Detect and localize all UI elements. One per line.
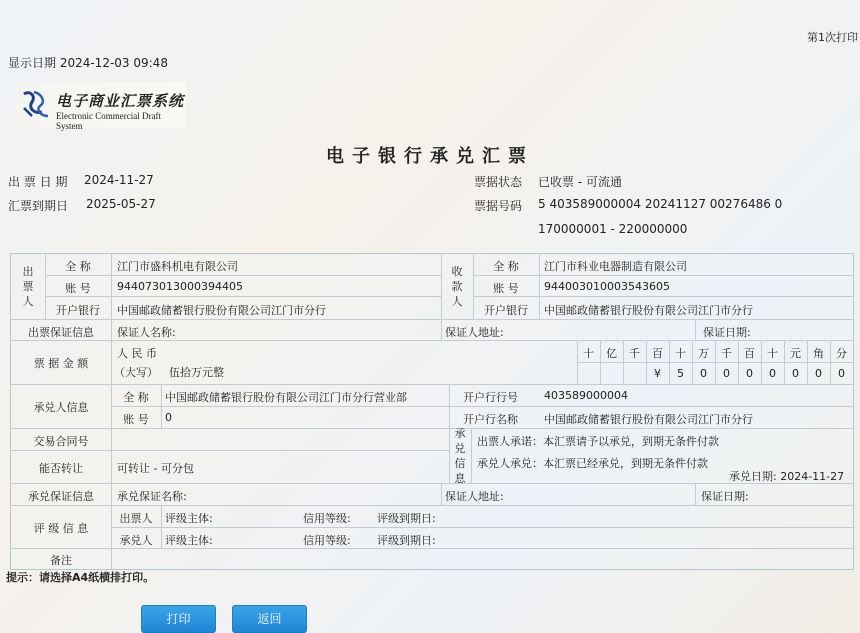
payee-name: 江门市科业电器制造有限公司 xyxy=(544,260,687,273)
amount-unit: 十 xyxy=(675,347,686,360)
acceptor-bank-no-label: 开户行行号 xyxy=(463,391,518,404)
amount-unit: 十 xyxy=(767,347,778,360)
rating-expiry: 评级到期日: xyxy=(377,512,436,525)
amount-label: 票 据 金 额 xyxy=(33,357,89,370)
drawer-bank: 中国邮政储蓄银行股份有限公司江门市分行 xyxy=(117,304,326,317)
acceptor-account: 0 xyxy=(165,411,172,424)
issue-date-label: 出 票 日 期 xyxy=(8,175,68,189)
system-logo xyxy=(14,82,186,131)
acceptance-info-section-label: 承 兑 信 息 xyxy=(454,427,466,485)
amount-unit: 十 xyxy=(583,347,594,360)
rating-level: 信用等级: xyxy=(303,512,351,525)
draft-number-line2: 170000001 - 220000000 xyxy=(538,222,688,236)
amount-unit: 元 xyxy=(790,347,801,360)
amount-digit: 0 xyxy=(792,367,799,380)
status-label: 票据状态 xyxy=(474,175,523,189)
amount-unit: 千 xyxy=(629,347,640,360)
amount-upper-label: （大写） xyxy=(114,366,158,379)
due-date: 2025-05-27 xyxy=(86,197,156,211)
amount-digit: 0 xyxy=(700,367,707,380)
number-label: 票据号码 xyxy=(474,199,523,213)
payee-name-label: 全 称 xyxy=(493,260,519,273)
drawer-name-label: 全 称 xyxy=(65,260,91,273)
drawer-bank-label: 开户银行 xyxy=(56,304,100,317)
print-tip: 提示：请选择A4纸横排打印。 xyxy=(6,571,155,584)
contract-label: 交易合同号 xyxy=(33,435,89,448)
acceptor-name-label: 全 称 xyxy=(123,391,149,404)
drawer-name: 江门市盛科机电有限公司 xyxy=(117,260,238,273)
acceptance-guarantor-name: 承兑保证名称: xyxy=(117,490,187,503)
amount-unit: 千 xyxy=(721,347,732,360)
rating-expiry: 评级到期日: xyxy=(377,534,436,547)
acceptor-bank-name: 中国邮政储蓄银行股份有限公司江门市分行 xyxy=(544,413,753,426)
payee-account-label: 账 号 xyxy=(493,282,519,295)
amount-digit: 0 xyxy=(769,367,776,380)
draft-table xyxy=(10,253,854,570)
acceptance-guarantee-date: 保证日期: xyxy=(701,490,749,503)
payee-bank-label: 开户银行 xyxy=(484,304,528,317)
acceptance-guarantee-label: 承兑保证信息 xyxy=(28,490,94,503)
amount-unit: 分 xyxy=(836,347,847,360)
payee-bank: 中国邮政储蓄银行股份有限公司江门市分行 xyxy=(544,304,753,317)
acceptor-name: 中国邮政储蓄银行股份有限公司江门市分行营业部 xyxy=(165,391,407,404)
due-date-label: 汇票到期日 xyxy=(8,199,69,213)
drawer-guarantee-date: 保证日期: xyxy=(703,326,751,339)
accept-date: 承兑日期: 2024-11-27 xyxy=(729,470,845,483)
rating-role: 承兑人 xyxy=(119,534,153,547)
logo-text-en: Electronic Commercial Draft System xyxy=(56,111,161,131)
print-count: 第1次打印 xyxy=(807,31,858,44)
acceptance-guarantor-address: 保证人地址: xyxy=(445,490,504,503)
amount-unit: 百 xyxy=(652,347,663,360)
rating-subject: 评级主体: xyxy=(165,512,213,525)
draft-number-line1: 5 403589000004 20241127 00276486 0 xyxy=(538,197,783,211)
amount-unit: 亿 xyxy=(606,347,617,360)
drawer-promise: 出票人承诺：本汇票请予以承兑，到期无条件付款 xyxy=(477,435,719,448)
drawer-account: 944073013000394405 xyxy=(117,280,243,293)
amount-digit: 0 xyxy=(746,367,753,380)
display-date: 显示日期 2024-12-03 09:48 xyxy=(8,56,168,70)
back-button[interactable]: 返回 xyxy=(232,605,307,633)
amount-digit: 0 xyxy=(815,367,822,380)
rating-label: 评 级 信 息 xyxy=(33,522,89,535)
payee-account: 944003010003543605 xyxy=(544,280,670,293)
drawer-guarantor-name: 保证人名称: xyxy=(117,326,176,339)
drawer-section-label: 出 票 人 xyxy=(22,265,34,308)
logo-text-cn: 电子商业汇票系统 xyxy=(56,92,185,110)
payee-section-label: 收 款 人 xyxy=(451,265,463,308)
status-value: 已收票 - 可流通 xyxy=(538,175,622,189)
amount-digit: 0 xyxy=(723,367,730,380)
rating-subject: 评级主体: xyxy=(165,534,213,547)
print-button[interactable]: 打印 xyxy=(141,605,216,633)
amount-currency: 人 民 币 xyxy=(117,347,157,360)
transfer-label: 能否转让 xyxy=(39,462,83,475)
amount-unit: 万 xyxy=(698,347,709,360)
amount-digit: ¥ xyxy=(654,367,661,380)
drawer-account-label: 账 号 xyxy=(65,282,91,295)
acceptor-account-label: 账 号 xyxy=(123,413,149,426)
issue-date: 2024-11-27 xyxy=(84,173,154,187)
rating-role: 出票人 xyxy=(119,512,153,525)
amount-unit: 角 xyxy=(813,347,824,360)
amount-upper: 伍拾万元整 xyxy=(169,366,224,379)
amount-digit: 0 xyxy=(838,367,845,380)
amount-digit: 5 xyxy=(677,367,684,380)
drawer-guarantor-address: 保证人地址: xyxy=(445,326,504,339)
acceptor-bank-no: 403589000004 xyxy=(544,389,628,402)
transfer-value: 可转让 - 可分包 xyxy=(117,462,194,475)
acceptor-promise: 承兑人承兑：本汇票已经承兑，到期无条件付款 xyxy=(477,457,708,470)
amount-unit: 百 xyxy=(744,347,755,360)
acceptor-info-label: 承兑人信息 xyxy=(33,401,89,414)
acceptor-bank-name-label: 开户行名称 xyxy=(463,413,518,426)
rating-level: 信用等级: xyxy=(303,534,351,547)
remark-label: 备注 xyxy=(50,554,72,567)
logo-mark-icon xyxy=(20,88,52,120)
drawer-guarantee-label: 出票保证信息 xyxy=(28,326,94,339)
page-title: 电子银行承兑汇票 xyxy=(326,146,534,167)
